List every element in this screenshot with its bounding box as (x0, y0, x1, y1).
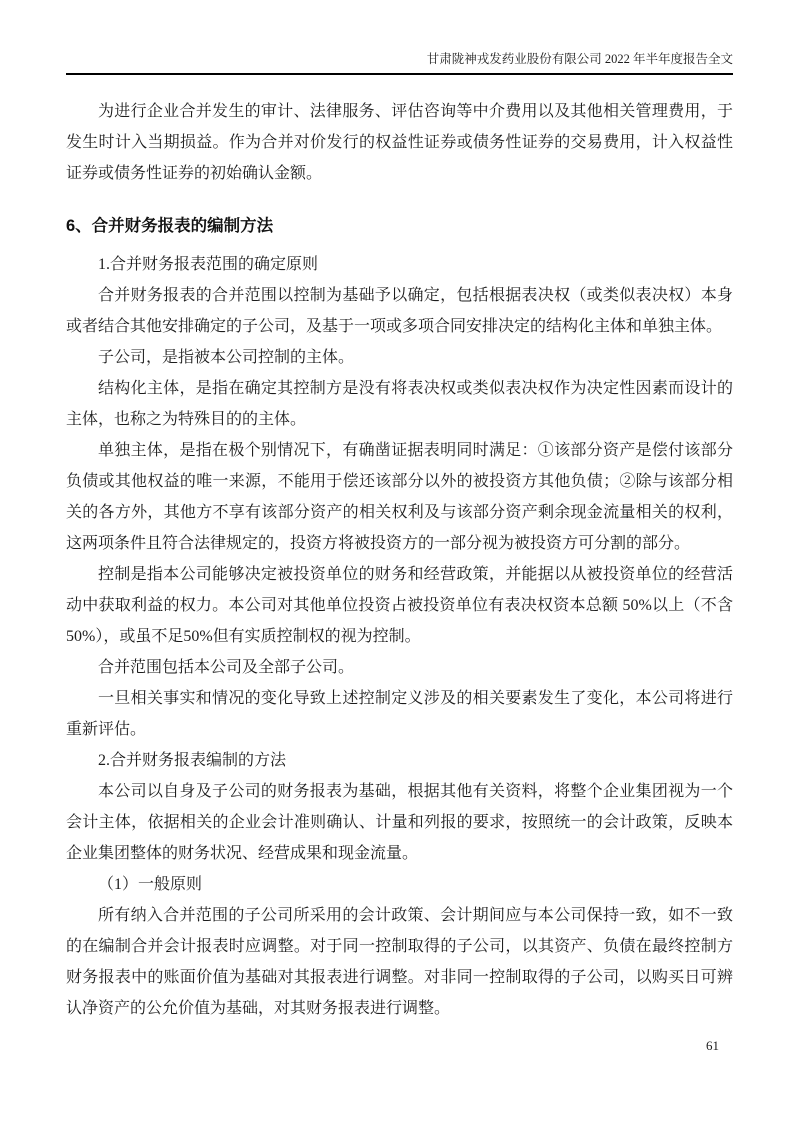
header-title: 甘肃陇神戎发药业股份有限公司 2022 年半年度报告全文 (426, 52, 733, 66)
page-number: 61 (706, 1038, 719, 1053)
paragraph-scope-basis: 合并财务报表的合并范围以控制为基础予以确定，包括根据表决权（或类似表决权）本身或者结合其他安排确定的子公司，及基于一项或多项合同安排决定的结构化主体和单独主体。 (66, 287, 733, 335)
paragraph-structured-entity-definition: 结构化主体，是指在确定其控制方是没有将表决权或类似表决权作为决定性因素而设计的主体，也称之为特殊目的的主体。 (66, 380, 733, 428)
paragraph-consolidation-scope: 合并范围包括本公司及全部子公司。 (98, 659, 355, 676)
paragraph-method-title: 2.合并财务报表编制的方法 (98, 752, 287, 769)
paragraph-reassessment: 一旦相关事实和情况的变化导致上述控制定义涉及的相关要素发生了变化，本公司将进行重新评估。 (66, 690, 733, 738)
paragraph-merger-fees: 为进行企业合并发生的审计、法律服务、评估咨询等中介费用以及其他相关管理费用，于发生时计入当期损益。作为合并对价发行的权益性证券或债务性证券的交易费用，计入权益性证券或债务性证券的初始确认金额。 (66, 103, 733, 182)
paragraph-subsidiary-definition: 子公司，是指被本公司控制的主体。 (98, 349, 355, 366)
paragraph-scope-principle-title: 1.合并财务报表范围的确定原则 (98, 256, 319, 273)
page-header (66, 50, 733, 75)
paragraph-control-definition: 控制是指本公司能够决定被投资单位的财务和经营政策，并能据以从被投资单位的经营活动中获取利益的权力。本公司对其他单位投资占被投资单位有表决权资本总额 50%以上（不含 50%），或虽不足50%但有实质控制权的视为控制。 (66, 566, 733, 645)
paragraph-general-principle-body: 所有纳入合并范围的子公司所采用的会计政策、会计期间应与本公司保持一致，如不一致的在编制合并会计报表时应调整。对于同一控制取得的子公司，以其资产、负债在最终控制方财务报表中的账面价值为基础对其报表进行调整。对非同一控制取得的子公司，以购买日可辨认净资产的公允价值为基础，对其财务报表进行调整。 (66, 907, 733, 1017)
section-heading-consolidated-statements: 6、合并财务报表的编制方法 (66, 217, 274, 235)
paragraph-separate-entity-definition: 单独主体，是指在极个别情况下，有确凿证据表明同时满足：①该部分资产是偿付该部分负债或其他权益的唯一来源，不能用于偿还该部分以外的被投资方其他负债；②除与该部分相关的各方外，其他方不享有该部分资产的相关权利及与该部分资产剩余现金流量相关的权利，这两项条件且符合法律规定的，投资方将被投资方的一部分视为被投资方可分割的部分。 (66, 442, 733, 552)
document-body (66, 96, 733, 1024)
paragraph-method-basis: 本公司以自身及子公司的财务报表为基础，根据其他有关资料，将整个企业集团视为一个会计主体，依据相关的企业会计准则确认、计量和列报的要求，按照统一的会计政策，反映本企业集团整体的财务状况、经营成果和现金流量。 (66, 783, 733, 862)
paragraph-general-principle-title: （1）一般原则 (98, 876, 203, 893)
